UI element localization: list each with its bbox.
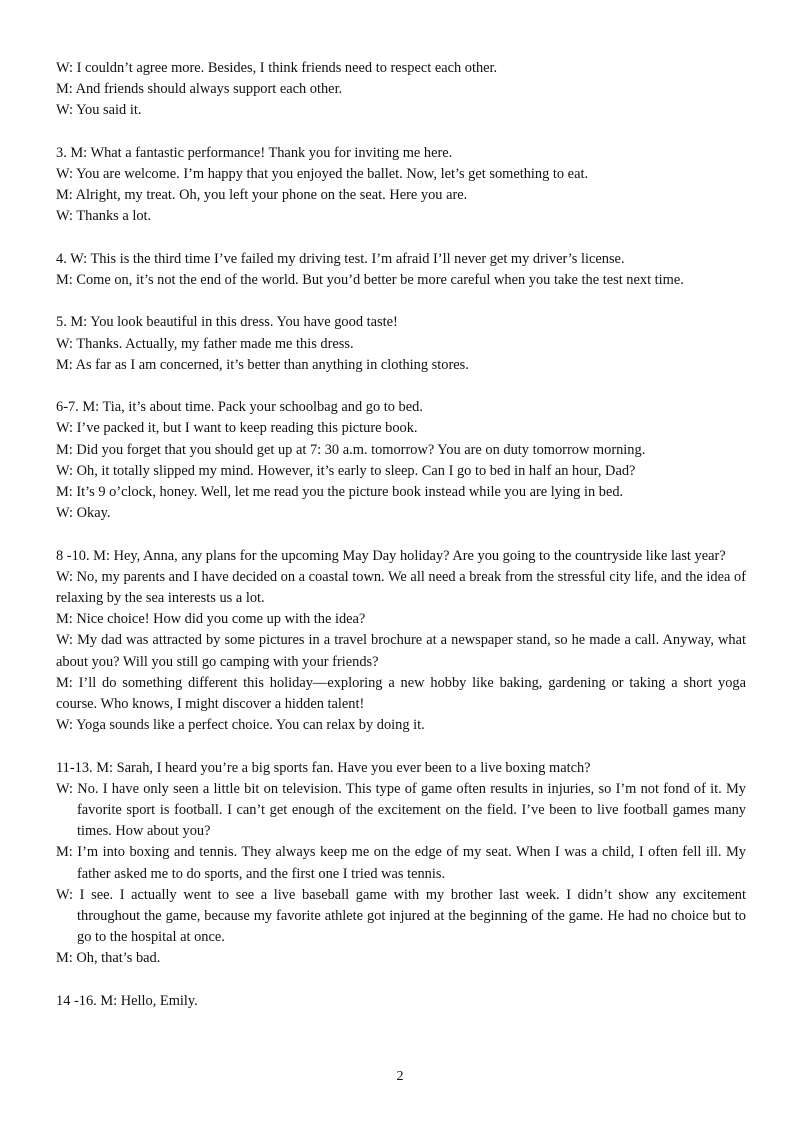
dialogue-line: M: And friends should always support each other. (56, 81, 343, 98)
dialogue-line: W: My dad was attracted by some pictures in a travel brochure at a newspaper stand, so he made a call. Anyway, what about you? Will you still go camping with your friends? (56, 632, 746, 670)
dialogue-line: W: Thanks. Actually, my father made me this dress. (56, 335, 354, 352)
dialogue-line: M: Alright, my treat. Oh, you left your phone on the seat. Here you are. (56, 187, 468, 204)
dialogue-line: M: I’m into boxing and tennis. They always keep me on the edge of my seat. When I was a child, I often fell ill. My father asked me to do sports, and the first one I tried was tennis. (56, 844, 746, 882)
dialogue-line: W: No, my parents and I have decided on a coastal town. We all need a break from the stressful city life, and the idea of relaxing by the sea interests us a lot. (56, 568, 746, 606)
dialogue-block (56, 249, 746, 291)
dialogue-block (56, 758, 746, 970)
dialogue-block (56, 58, 746, 122)
dialogue-line: M: Oh, that’s bad. (56, 950, 161, 967)
dialogue-line: W: No. I have only seen a little bit on television. This type of game often results in injuries, so I’m not fond of it. My favorite sport is football. I can’t get enough of the excitement on the field. I’ve been to live football games many times. How about you? (56, 780, 746, 840)
dialogue-block (56, 143, 746, 228)
dialogue-block (56, 546, 746, 737)
dialogue-line: W: Okay. (56, 505, 111, 522)
dialogue-line: M: Come on, it’s not the end of the world. But you’d better be more careful when you take the test next time. (56, 272, 684, 288)
dialogue-line: W: Oh, it totally slipped my mind. However, it’s early to sleep. Can I go to bed in half an hour, Dad? (56, 462, 636, 479)
dialogue-line: 4. W: This is the third time I’ve failed my driving test. I’m afraid I’ll never get my driver’s license. (56, 250, 625, 267)
dialogue-line: W: I’ve packed it, but I want to keep reading this picture book. (56, 420, 418, 437)
page-number: 2 (396, 1069, 404, 1084)
dialogue-block (56, 397, 746, 524)
dialogue-line: M: Nice choice! How did you come up with the idea? (56, 611, 366, 628)
dialogue-line: 14 -16. M: Hello, Emily. (56, 992, 198, 1009)
dialogue-line: 5. M: You look beautiful in this dress. You have good taste! (56, 314, 398, 331)
dialogue-line: W: I see. I actually went to see a live baseball game with my brother last week. I didn’t show any excitement throughout the game, because my favorite athlete got injured at the beginning of the game. He had no choice but to go to the hospital at once. (56, 886, 746, 946)
dialogue-line: M: I’ll do something different this holiday—exploring a new hobby like baking, gardening or taking a short yoga course. Who knows, I might discover a hidden talent! (56, 674, 746, 713)
dialogue-line: W: You are welcome. I’m happy that you enjoyed the ballet. Now, let’s get something to eat. (56, 166, 589, 182)
dialogue-line: 8 -10. M: Hey, Anna, any plans for the upcoming May Day holiday? Are you going to the countryside like last year? (56, 547, 726, 564)
dialogue-block (56, 312, 746, 376)
dialogue-line: M: As far as I am concerned, it’s better than anything in clothing stores. (56, 356, 469, 373)
dialogue-line: W: Yoga sounds like a perfect choice. You can relax by doing it. (56, 717, 425, 734)
dialogue-line: W: I couldn’t agree more. Besides, I think friends need to respect each other. (56, 60, 498, 76)
dialogue-line: W: You said it. (56, 102, 142, 119)
transcript-document (56, 58, 746, 1033)
dialogue-line: 6-7. M: Tia, it’s about time. Pack your schoolbag and go to bed. (56, 399, 423, 416)
dialogue-line: 3. M: What a fantastic performance! Thank you for inviting me here. (56, 144, 453, 161)
dialogue-line: M: It’s 9 o’clock, honey. Well, let me read you the picture book instead while you are lying in bed. (56, 484, 624, 500)
dialogue-block (56, 991, 746, 1012)
dialogue-line: M: Did you forget that you should get up at 7: 30 a.m. tomorrow? You are on duty tomorrow morning. (56, 441, 646, 458)
dialogue-line: W: Thanks a lot. (56, 208, 152, 225)
dialogue-line: 11-13. M: Sarah, I heard you’re a big sports fan. Have you ever been to a live boxing match? (56, 759, 591, 776)
